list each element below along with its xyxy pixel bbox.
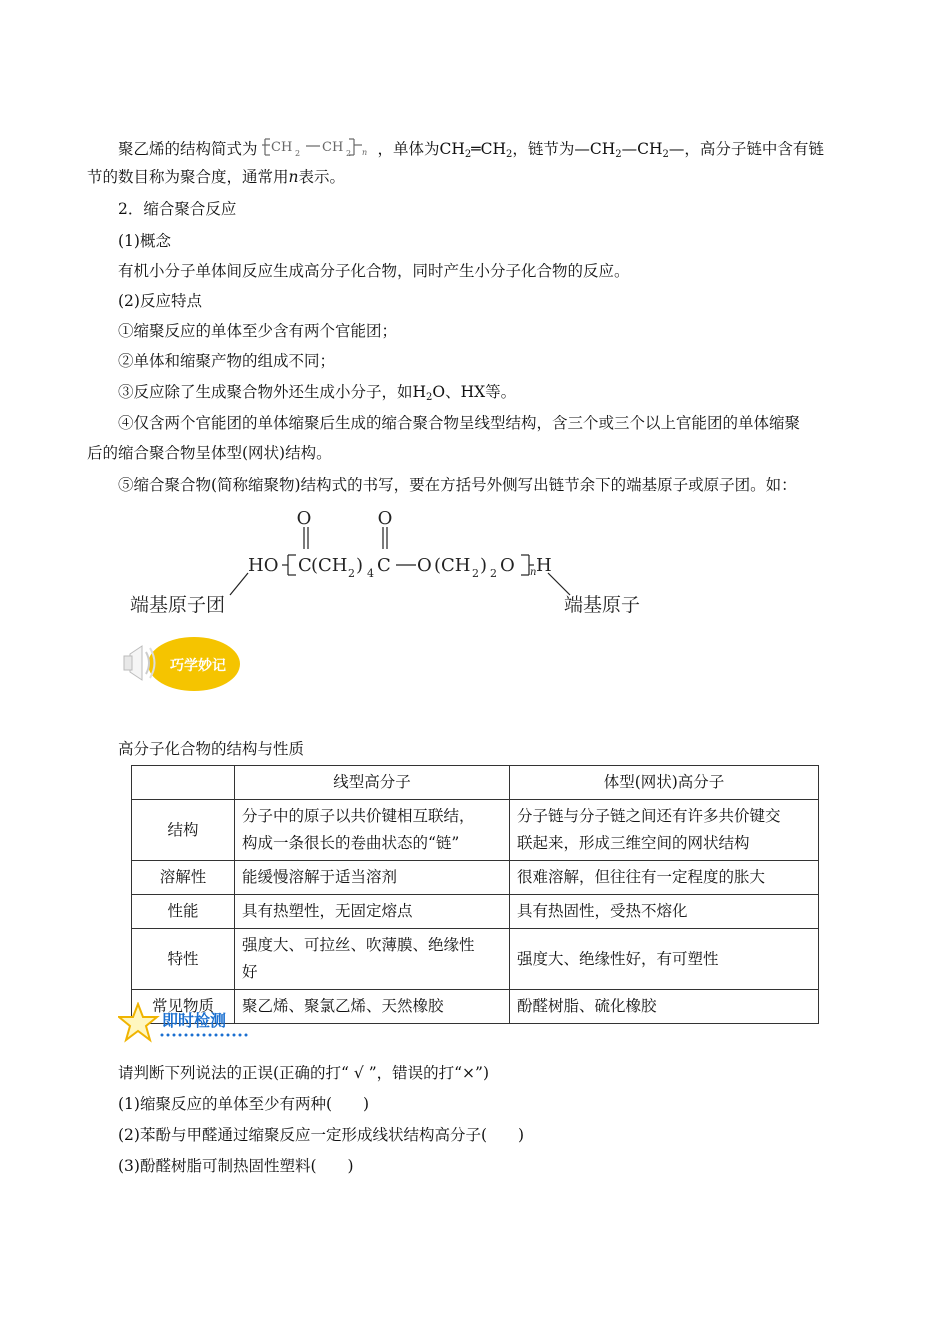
monomer-text2: ═CH xyxy=(471,140,506,158)
polyethylene-formula-svg xyxy=(262,135,374,165)
carbonyl-o-2: O xyxy=(377,508,393,529)
chain-unit-text2: —CH xyxy=(621,140,663,158)
row-head-traits: 特性 xyxy=(132,929,235,990)
table-row xyxy=(132,895,819,929)
ch2-group-a-close: ) xyxy=(356,555,364,576)
end-o: O xyxy=(500,555,515,576)
row-head-common: 常见物质 xyxy=(132,990,235,1024)
feature-3-b: O、HX等。 xyxy=(432,383,517,401)
chain-unit-sub2: 2 xyxy=(662,149,669,160)
ch2-group-b-sub: 2 xyxy=(472,567,479,580)
formula-ch2-left: CH xyxy=(270,140,292,155)
cell-linear-structure xyxy=(235,800,510,861)
ester-o: O xyxy=(417,555,432,576)
quick-check-label: 即时检测 xyxy=(162,1011,227,1030)
section-title-condensation: 2．缩合聚合反应 xyxy=(118,200,237,218)
carbon-2: C xyxy=(377,555,391,576)
cell-network-traits: 强度大、绝缘性好，有可塑性 xyxy=(510,929,819,990)
ch2-count-2: 2 xyxy=(490,567,497,580)
megaphone-icon xyxy=(124,646,155,680)
monomer-sub2: 2 xyxy=(506,149,513,160)
quiz-item-2: (2)苯酚与甲醛通过缩聚反应一定形成线状结构高分子( ) xyxy=(118,1126,525,1144)
formula-n: n xyxy=(361,148,367,157)
concept-text: 有机小分子单体间反应生成高分子化合物，同时产生小分子化合物的反应。 xyxy=(118,262,630,280)
chain-unit-sub1: 2 xyxy=(615,149,622,160)
quiz-intro: 请判断下列说法的正误(正确的打“ √ ”，错误的打“×”) xyxy=(118,1064,490,1082)
table-row xyxy=(132,929,819,990)
quick-check-badge-svg xyxy=(118,1002,268,1044)
cell-line: 分子链与分子链之间还有许多共价键交 xyxy=(517,807,781,825)
table-row xyxy=(132,861,819,895)
polymer-properties-table xyxy=(131,765,819,1024)
end-h: H xyxy=(536,555,552,576)
label-end-group: 端基原子团 xyxy=(130,595,226,616)
cell-linear-solubility: 能缓慢溶解于适当溶剂 xyxy=(235,861,510,895)
feature-2: ②单体和缩聚产物的组成不同； xyxy=(118,352,336,370)
carbon-1: C xyxy=(298,555,312,576)
cell-network-structure xyxy=(510,800,819,861)
feature-1: ①缩聚反应的单体至少含有两个官能团； xyxy=(118,322,398,340)
degree-text-end: 表示。 xyxy=(298,168,346,186)
cell-linear-common: 聚乙烯、聚氯乙烯、天然橡胶 xyxy=(235,990,510,1024)
table-header-empty xyxy=(132,766,235,800)
repeat-n: n xyxy=(530,567,537,578)
feature-3-a: ③反应除了生成聚合物外还生成小分子，如H xyxy=(118,383,427,401)
cell-line: 好 xyxy=(242,963,258,981)
quiz-item-1: (1)缩聚反应的单体至少有两种( ) xyxy=(118,1095,370,1113)
ch2-group-a-sub: 2 xyxy=(348,567,355,580)
polyethylene-paragraph-line1 xyxy=(118,135,824,166)
quiz-item-3: (3)酚醛树脂可制热固性塑料( ) xyxy=(118,1157,354,1175)
star-icon xyxy=(119,1004,157,1040)
cell-line: 分子中的原子以共价键相互联结， xyxy=(242,807,475,825)
feature-3 xyxy=(118,381,516,409)
table-header-linear: 线型高分子 xyxy=(235,766,510,800)
quick-check-badge xyxy=(118,1002,268,1044)
table-caption: 高分子化合物的结构与性质 xyxy=(118,740,305,758)
dot-underline xyxy=(161,1034,248,1037)
label-end-atom: 端基原子 xyxy=(564,595,641,616)
chain-unit-text3: —，高分子链中含有链 xyxy=(668,140,824,158)
row-head-solubility: 溶解性 xyxy=(132,861,235,895)
ch2-group-a: (CH xyxy=(311,555,348,576)
cell-line: 联起来，形成三维空间的网状结构 xyxy=(517,834,750,852)
ch2-group-b: (CH xyxy=(434,555,471,576)
end-ho: HO xyxy=(248,555,279,576)
row-head-structure: 结构 xyxy=(132,800,235,861)
cell-linear-performance: 具有热塑性，无固定熔点 xyxy=(235,895,510,929)
ch2-count-4: 4 xyxy=(367,567,374,580)
table-row xyxy=(132,800,819,861)
memory-tip-badge-svg xyxy=(122,632,242,694)
feature-3-sub: 2 xyxy=(426,392,433,403)
monomer-text: ，单体为CH xyxy=(377,140,465,158)
polyester-structure xyxy=(120,505,680,620)
ch2-group-b-close: ) xyxy=(480,555,488,576)
formula-sub-right: 2 xyxy=(345,149,351,158)
table-header-network: 体型(网状)高分子 xyxy=(510,766,819,800)
cell-line: 构成一条很长的卷曲状态的“链” xyxy=(242,834,460,852)
carbonyl-o-1: O xyxy=(296,508,312,529)
polyester-structure-svg xyxy=(120,505,680,620)
cell-network-performance: 具有热固性，受热不熔化 xyxy=(510,895,819,929)
degree-n: n xyxy=(288,168,299,186)
cell-line: 强度大、可拉丝、吹薄膜、绝缘性 xyxy=(242,936,475,954)
feature-4-line2: 后的缩合聚合物呈体型(网状)结构。 xyxy=(87,444,332,462)
monomer-sub1: 2 xyxy=(464,149,472,160)
cell-network-solubility: 很难溶解，但往往有一定程度的胀大 xyxy=(510,861,819,895)
polyethylene-intro: 聚乙烯的结构简式为 xyxy=(118,140,258,158)
polyethylene-paragraph-line2 xyxy=(87,166,345,188)
concept-title: (1)概念 xyxy=(118,232,171,250)
degree-text: 节的数目称为聚合度，通常用 xyxy=(87,168,289,186)
polyethylene-formula-image xyxy=(262,135,374,165)
feature-4-line1: ④仅含两个官能团的单体缩聚后生成的缩合聚合物呈线型结构，含三个或三个以上官能团的单体缩聚 xyxy=(118,414,801,432)
memory-tip-label: 巧学妙记 xyxy=(170,658,226,674)
formula-sub-left: 2 xyxy=(294,149,300,158)
features-title: (2)反应特点 xyxy=(118,292,202,310)
cell-linear-traits xyxy=(235,929,510,990)
feature-5: ⑤缩合聚合物(简称缩聚物)结构式的书写，要在方括号外侧写出链节余下的端基原子或原子团。如： xyxy=(118,476,797,494)
chain-unit-text: ，链节为—CH xyxy=(512,140,616,158)
memory-tip-badge xyxy=(122,632,242,694)
formula-ch2-right: CH xyxy=(321,140,343,155)
table-header-row xyxy=(132,766,819,800)
row-head-performance: 性能 xyxy=(132,895,235,929)
cell-network-common: 酚醛树脂、硫化橡胶 xyxy=(510,990,819,1024)
